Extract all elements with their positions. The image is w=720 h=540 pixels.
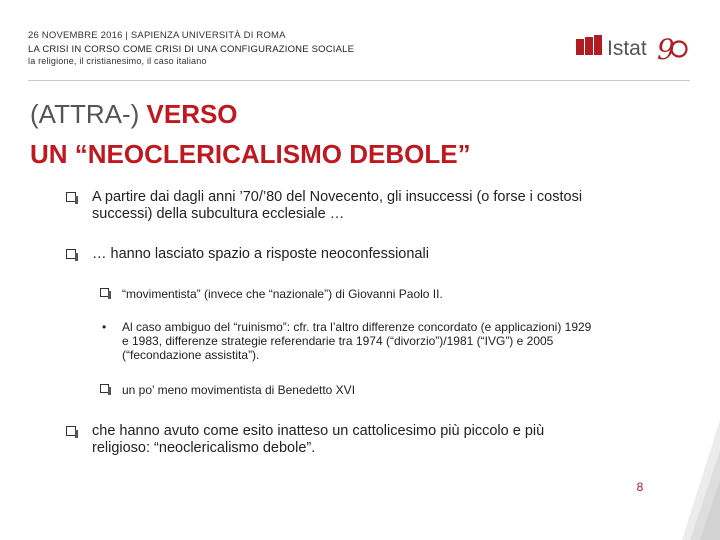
- bullet-3-line-1: che hanno avuto come esito inatteso un cattolicesimo più piccolo e più: [92, 423, 545, 439]
- subbullet-2-line-3: (“fecondazione assistita”).: [122, 348, 260, 362]
- istat-logo: [574, 32, 692, 72]
- bullet-1-line-2: successi) della subcultura ecclesiale …: [92, 206, 345, 222]
- title-line-2: UN “NEOCLERICALISMO DEBOLE”: [30, 139, 471, 169]
- svg-text:9: 9: [657, 33, 675, 66]
- bullet-2-text: … hanno lasciato spazio a risposte neoconfessionali: [92, 246, 429, 262]
- subbullet-2-line-1: Al caso ambiguo del “ruinismo”: cfr. tra l’altro differenze concordato (e applicazioni) 1929: [122, 320, 592, 334]
- page-number: 8: [636, 480, 644, 494]
- subbullet-3-text: un po’ meno movimentista di Benedetto XVI: [122, 383, 356, 397]
- subbullet-2-line-2: e 1983, differenze strategie referendarie tra 1974 (“divorzio”)/1981 (“IVG”) e 2005: [122, 334, 554, 348]
- subbullet-1-text: “movimentista” (invece che “nazionale”) di Giovanni Paolo II.: [122, 287, 443, 301]
- checkbox-bullet-icon: [66, 426, 76, 436]
- title-line-1: [30, 94, 471, 134]
- bullet-1-line-1: A partire dai dagli anni ’70/’80 del Novecento, gli insuccessi (o forse i costosi: [92, 189, 583, 205]
- title-line1-rest: VERSO: [139, 99, 238, 129]
- checkbox-bullet-icon: [66, 249, 76, 259]
- checkbox-bullet-icon: [66, 192, 76, 202]
- header-divider: [28, 80, 690, 81]
- header-date-venue: 26 NOVEMBRE 2016 | SAPIENZA UNIVERSITÀ DI ROMA: [28, 30, 286, 41]
- istat-logo-text: Istat: [607, 37, 647, 60]
- checkbox-bullet-icon: [100, 384, 109, 393]
- bullet-3-line-2: religioso: “neoclericalismo debole”.: [92, 440, 316, 456]
- title-prefix: (ATTRA-): [30, 99, 140, 129]
- checkbox-bullet-icon: [100, 288, 109, 297]
- subbullet-2-text: [122, 320, 591, 362]
- bullet-3-text: [92, 423, 544, 457]
- slide-title: [30, 94, 471, 174]
- bullet-1-text: [92, 189, 582, 223]
- header-subtitle: la religione, il cristianesimo, il caso italiano: [28, 56, 207, 66]
- corner-decoration: [682, 420, 720, 540]
- dot-bullet-icon: •: [102, 320, 107, 334]
- header-talk-title: LA CRISI IN CORSO COME CRISI DI UNA CONFIGURAZIONE SOCIALE: [28, 44, 355, 55]
